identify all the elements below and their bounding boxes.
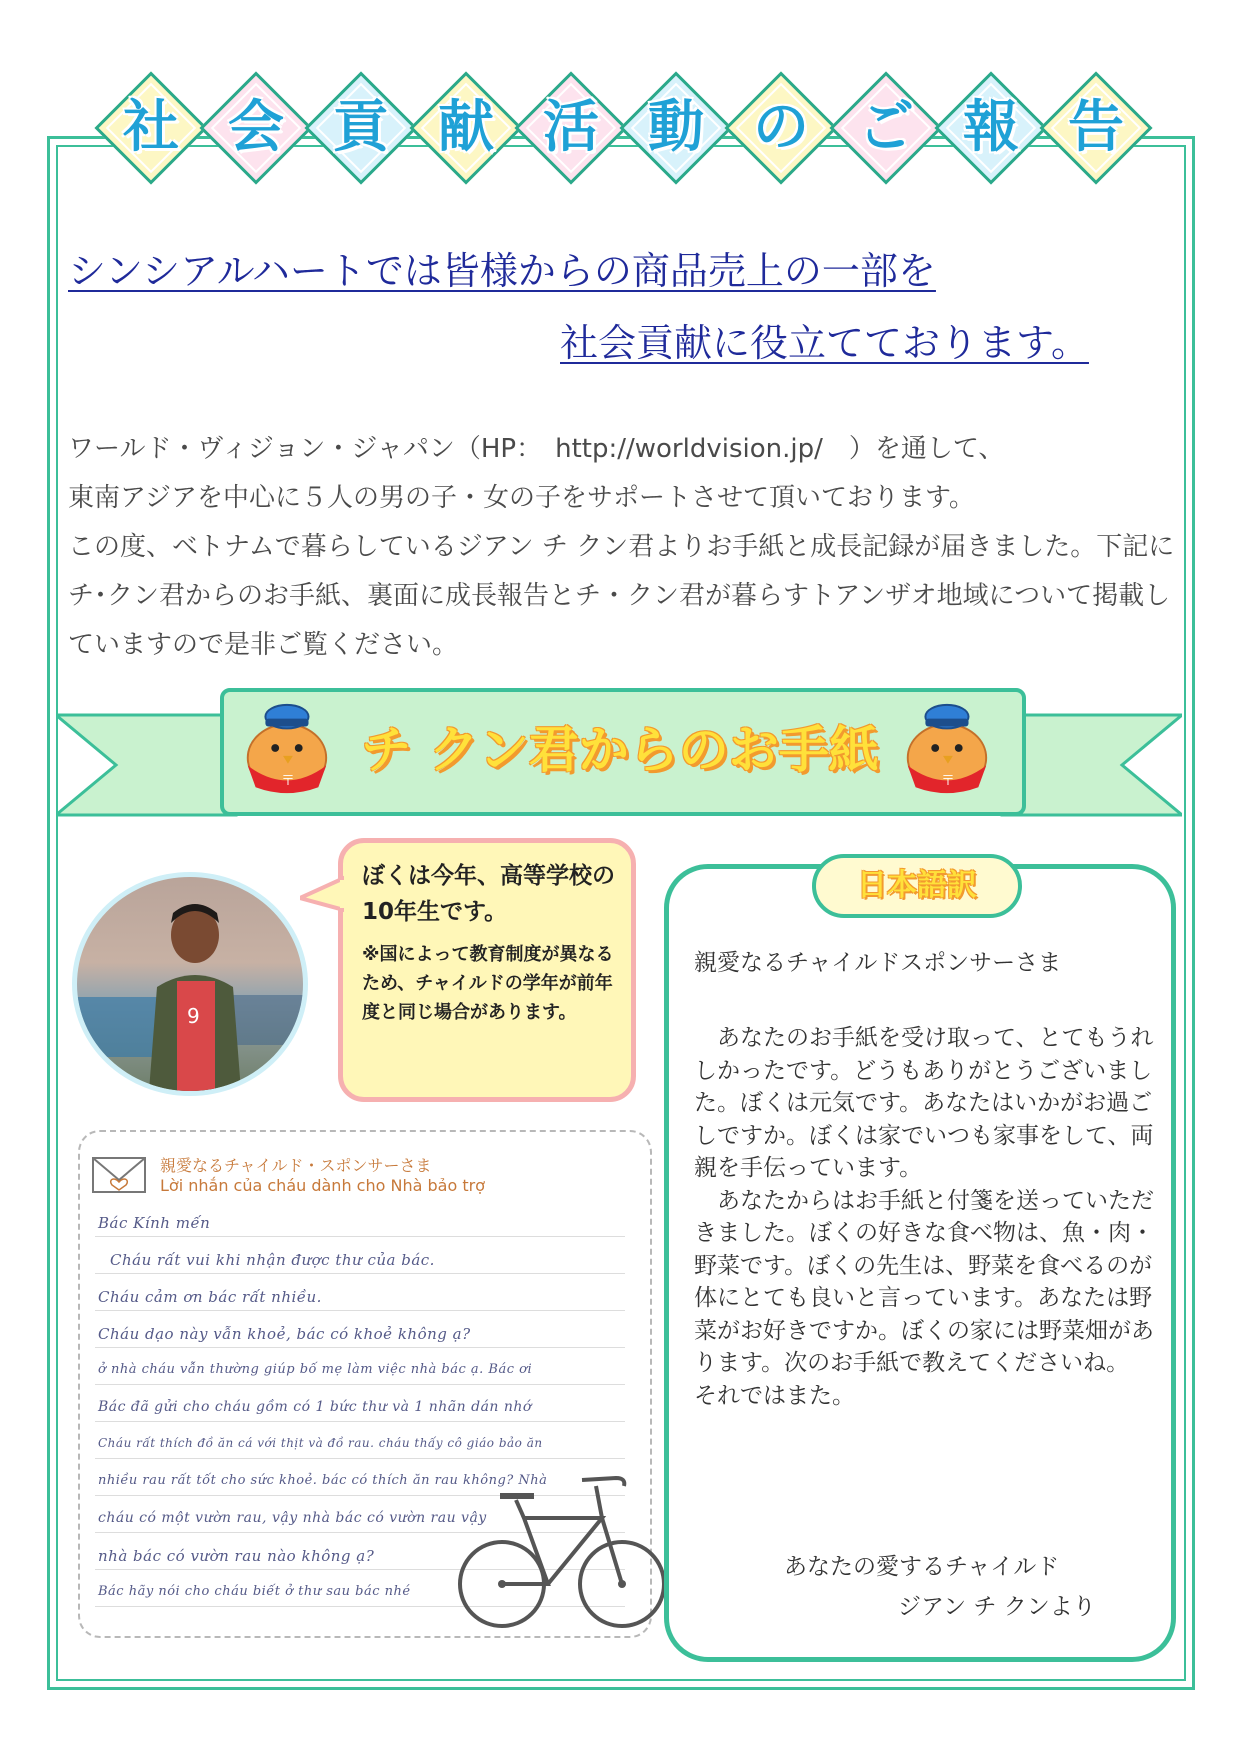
mascot-bird-icon bbox=[236, 700, 334, 796]
title-char: 報 bbox=[963, 95, 1019, 160]
body-paragraph: 東南アジアを中心に５人の男の子・女の子をサポートさせて頂いております。 bbox=[68, 483, 975, 513]
translation-paragraph: それではまた。 bbox=[694, 1382, 855, 1409]
translation-label: 日本語訳 bbox=[812, 854, 1022, 918]
title-tile bbox=[95, 72, 207, 184]
intro-line-1: シンシアルハートでは皆様からの商品売上の一部を bbox=[68, 249, 936, 293]
bubble-main-text: ぼくは今年、高等学校の10年生です。 bbox=[362, 863, 615, 925]
translation-signature-2: ジアン チ クンより bbox=[898, 1594, 1096, 1620]
translation-signature-1: あなたの愛するチャイルド bbox=[784, 1554, 1060, 1580]
envelope-icon bbox=[90, 1152, 150, 1196]
letter-line: Bác đã gửi cho cháu gồm có 1 bức thư và 1 nhãn dán nhớ bbox=[98, 1399, 532, 1415]
letter-line: nhiều rau rất tốt cho sức khoẻ. bác có thích ăn rau không? Nhà bbox=[98, 1473, 548, 1488]
translation-paragraph: あなたのお手紙を受け取って、とてもうれしかったです。どうもありがとうございました。ぼくは元気です。あなたはいかがお過ごしですか。ぼくは家でいつも家事をして、両親を手伝っています。 bbox=[694, 1025, 1154, 1181]
letter-rule bbox=[95, 1273, 625, 1274]
title-tile bbox=[515, 72, 627, 184]
letter-line: Cháu cảm ơn bác rất nhiều. bbox=[98, 1288, 322, 1306]
letter-line: ở nhà cháu vẫn thường giúp bố mẹ làm việc nhà bác ạ. Bác ơi bbox=[98, 1362, 533, 1377]
speech-bubble-tail bbox=[300, 874, 344, 914]
title-char: 社 bbox=[123, 95, 179, 160]
bicycle-icon bbox=[452, 1456, 672, 1636]
mascot-bird-icon bbox=[896, 700, 994, 796]
translation-greeting: 親愛なるチャイルドスポンサーさま bbox=[694, 950, 1062, 976]
banner-title: チ クン君からのお手紙 bbox=[361, 721, 879, 779]
letter-rule bbox=[95, 1384, 625, 1385]
bubble-note-text: ※国によって教育制度が異なるため、チャイルドの学年が前年度と同じ場合があります。 bbox=[362, 944, 614, 1023]
title-char: 献 bbox=[438, 95, 494, 160]
title-tile bbox=[305, 72, 417, 184]
intro-line-2: 社会貢献に役立てております。 bbox=[560, 321, 1089, 365]
letter-line: Cháu dạo này vẫn khoẻ, bác có khoẻ không ạ? bbox=[98, 1325, 471, 1343]
svg-text:〒: 〒 bbox=[941, 773, 955, 790]
letter-line: nhà bác có vườn rau nào không ạ? bbox=[98, 1547, 375, 1565]
title-char: 貢 bbox=[333, 95, 389, 160]
translation-paragraph: あなたからはお手紙と付箋を送っていただきました。ぼくの好きな食べ物は、魚・肉・野菜です。ぼくの先生は、野菜を食べるのが体にとても良いと言っています。あなたは野菜がお好きですか。ぼくの家には野菜畑があります。次のお手紙で教えてくださいね。 bbox=[694, 1187, 1154, 1376]
letter-rule bbox=[95, 1310, 625, 1311]
letter-line: Bác Kính mến bbox=[98, 1214, 211, 1232]
title-tile bbox=[410, 72, 522, 184]
title-tile bbox=[1040, 72, 1152, 184]
child-photo bbox=[72, 872, 308, 1096]
title-tile bbox=[830, 72, 942, 184]
title-char: 動 bbox=[648, 95, 704, 160]
child-figure-icon bbox=[77, 877, 303, 1091]
letter-line: cháu có một vườn rau, vậy nhà bác có vườn rau vậy bbox=[98, 1510, 487, 1526]
letter-header-jp: 親愛なるチャイルド・スポンサーさま bbox=[160, 1156, 432, 1175]
title-tile bbox=[200, 72, 312, 184]
title-char: 会 bbox=[228, 95, 284, 160]
translation-body bbox=[694, 1022, 1164, 1412]
body-text bbox=[68, 425, 1178, 670]
title-tile bbox=[725, 72, 837, 184]
svg-text:9: 9 bbox=[187, 1004, 200, 1028]
title-char: の bbox=[753, 95, 809, 160]
letter-line: Bác hãy nói cho cháu biết ở thư sau bác nhé bbox=[98, 1584, 411, 1599]
letter-rule bbox=[95, 1236, 625, 1237]
letter-rule bbox=[95, 1347, 625, 1348]
title-char: ご bbox=[858, 95, 914, 160]
title-tile bbox=[935, 72, 1047, 184]
svg-text:〒: 〒 bbox=[281, 773, 295, 790]
title-char: 告 bbox=[1068, 95, 1124, 160]
letter-line: Cháu rất thích đồ ăn cá với thịt và đồ rau. cháu thấy cô giáo bảo ăn bbox=[98, 1436, 543, 1450]
body-paragraph: この度、ベトナムで暮らしているジアン チ クン君よりお手紙と成長記録が届きました。下記にチ･クン君からのお手紙、裏面に成長報告とチ・クン君が暮らすトアンザオ地域について掲載していますので是非ご覧ください。 bbox=[68, 532, 1175, 660]
letter-header-vi: Lời nhắn của cháu dành cho Nhà bảo trợ bbox=[160, 1176, 485, 1195]
title-tile bbox=[620, 72, 732, 184]
letter-line: Cháu rất vui khi nhận được thư của bác. bbox=[110, 1251, 435, 1269]
letter-rule bbox=[95, 1421, 625, 1422]
body-paragraph: ワールド・ヴィジョン・ジャパン（HP： http://worldvision.jp/ ）を通して、 bbox=[68, 434, 1005, 464]
title-char: 活 bbox=[543, 95, 599, 160]
